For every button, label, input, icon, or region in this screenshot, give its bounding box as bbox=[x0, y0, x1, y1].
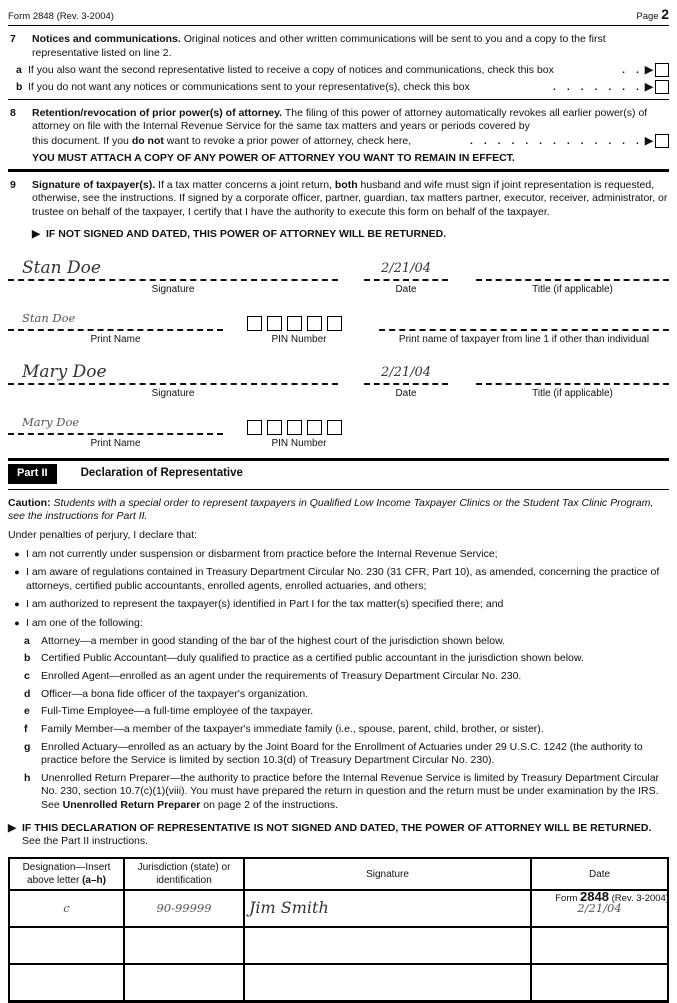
pin-box[interactable] bbox=[267, 316, 282, 331]
header-designation-range: (a–h) bbox=[82, 875, 106, 887]
taxpayer1-title-field[interactable] bbox=[476, 257, 669, 296]
taxpayer1-print-name-value: Stan Doe bbox=[22, 311, 76, 326]
section-8-paragraph bbox=[32, 107, 669, 134]
designation-d bbox=[24, 688, 669, 702]
designation-c bbox=[24, 670, 669, 684]
taxpayer2-signature-value: Mary Doe bbox=[22, 362, 107, 383]
bullet-icon: ● bbox=[14, 618, 20, 629]
footer-form-label: Form bbox=[555, 893, 578, 905]
print-name-line bbox=[8, 433, 223, 435]
line-7b-text: If you do not want any notices or communications sent to your representative(s), check this box bbox=[28, 80, 470, 93]
declaration-note-regular: See the Part II instructions. bbox=[22, 835, 149, 848]
declaration-note-bold: IF THIS DECLARATION OF REPRESENTATIVE IS NOT SIGNED AND DATED, THE POWER OF ATTORNEY WILL BE RETURNED. bbox=[22, 821, 652, 834]
taxpayer2-print-name-field[interactable] bbox=[8, 415, 223, 450]
taxpayer1-print-row bbox=[8, 311, 669, 346]
no-notices-checkbox[interactable] bbox=[655, 80, 669, 94]
taxpayer1-signature-field[interactable] bbox=[8, 257, 338, 296]
page-header bbox=[8, 5, 669, 23]
section-9 bbox=[8, 179, 669, 243]
declaration-arrow-icon: ▶ bbox=[8, 821, 17, 834]
line-7a bbox=[8, 63, 669, 78]
caution-label: Caution: bbox=[8, 496, 51, 509]
designation-text: Officer—a bona fide officer of the taxpayer's organization. bbox=[41, 687, 309, 700]
jurisdiction-cell[interactable] bbox=[124, 964, 244, 1001]
line-8-text-pre: this document. If you bbox=[32, 135, 132, 148]
taxpayer2-title-field[interactable] bbox=[476, 361, 669, 400]
designation-letter: e bbox=[24, 705, 30, 718]
entity-print-name-field[interactable] bbox=[379, 311, 669, 346]
taxpayer2-pin-field bbox=[247, 415, 351, 450]
taxpayer1-title-value bbox=[476, 261, 669, 279]
designation-letter: c bbox=[24, 670, 30, 682]
section-7-number: 7 bbox=[10, 33, 16, 46]
line-7b-leader-dots: . . . . . . . bbox=[552, 80, 643, 93]
pin-box[interactable] bbox=[267, 420, 282, 435]
header-designation bbox=[9, 858, 124, 890]
taxpayer1-pin-boxes bbox=[247, 316, 351, 331]
pin-box[interactable] bbox=[247, 420, 262, 435]
pin-box[interactable] bbox=[327, 420, 342, 435]
taxpayer2-print-row bbox=[8, 415, 669, 450]
section-8-number: 8 bbox=[10, 106, 16, 119]
bullet-icon: ● bbox=[14, 599, 20, 610]
section-8-rule bbox=[8, 169, 669, 172]
section-9-body bbox=[32, 179, 669, 243]
section-7-text: Original notices and other written communications will be sent to you and a copy to the first representative listed on line 2. bbox=[32, 33, 606, 59]
designation-h-pre: Unenrolled Return Preparer—the authority to practice before the Internal Revenue Service is limited by Treasury Department Circular No. 230, section 10.7(c)(1)(viii). You must have prepared the return in question and the return must be under examination by the IRS. See bbox=[41, 771, 660, 812]
footer-form-number: 2848 bbox=[580, 889, 609, 905]
header-designation-line2: above letter bbox=[27, 875, 83, 887]
signature-cell[interactable] bbox=[244, 927, 531, 964]
entity-print-name-label: Print name of taxpayer from line 1 if other than individual bbox=[398, 334, 650, 346]
taxpayer1-print-name-field[interactable] bbox=[8, 311, 223, 346]
designation-cell[interactable]: c bbox=[9, 890, 124, 927]
designation-text: Attorney—a member in good standing of the bar of the highest court of the jurisdiction shown below. bbox=[41, 634, 506, 647]
table-row bbox=[9, 927, 668, 964]
designation-text: Full-Time Employee—a full-time employee of the taxpayer. bbox=[41, 705, 314, 718]
form-revision: (Rev. 3-2004) bbox=[56, 11, 114, 22]
header-date: Date bbox=[531, 858, 668, 890]
taxpayer2-signature-row bbox=[8, 361, 669, 400]
footer-form-revision: (Rev. 3-2004) bbox=[611, 893, 669, 905]
date-line bbox=[364, 279, 448, 281]
section-8 bbox=[8, 107, 669, 166]
designation-g bbox=[24, 741, 669, 768]
designation-text: Family Member—a member of the taxpayer's immediate family (i.e., spouse, parent, child, brother, or sister). bbox=[41, 722, 544, 735]
form-number: 2848 bbox=[32, 11, 54, 22]
pin-number-label: PIN Number bbox=[271, 438, 327, 450]
pin-box[interactable] bbox=[287, 316, 302, 331]
page-number: 2 bbox=[661, 6, 669, 22]
designation-letter: g bbox=[24, 740, 31, 753]
taxpayer2-print-name-value: Mary Doe bbox=[22, 415, 80, 430]
date-label: Date bbox=[395, 284, 417, 296]
caution-text: Students with a special order to represent taxpayers in Qualified Low Income Taxpayer Clinics or the Student Tax Clinic Program, see the instructions for Part II. bbox=[8, 496, 654, 523]
section-7-rule bbox=[8, 99, 669, 100]
section-8-body bbox=[32, 107, 669, 166]
bullet-text: I am not currently under suspension or disbarment from practice before the Internal Revenue Service; bbox=[26, 547, 498, 560]
section-9-text-bold: both bbox=[334, 178, 358, 191]
representative-table bbox=[8, 857, 669, 1003]
section-9-paragraph bbox=[32, 179, 669, 220]
line-8-check-text bbox=[32, 135, 411, 149]
designation-h-bold: Unenrolled Return Preparer bbox=[62, 799, 201, 812]
caution-paragraph bbox=[8, 497, 669, 524]
section-7 bbox=[8, 33, 669, 60]
pin-box[interactable] bbox=[247, 316, 262, 331]
designation-text: Enrolled Agent—enrolled as an agent under the requirements of Treasury Department Circular No. 230. bbox=[41, 670, 522, 682]
date-cell[interactable] bbox=[531, 964, 668, 1001]
table-header-row bbox=[9, 858, 668, 890]
designation-b bbox=[24, 652, 669, 666]
designation-letter: f bbox=[24, 722, 28, 735]
designation-f bbox=[24, 723, 669, 737]
title-line bbox=[476, 383, 669, 385]
bullet-icon: ● bbox=[14, 567, 20, 578]
header-jurisdiction: Jurisdiction (state) or identification bbox=[124, 858, 244, 890]
part2-header bbox=[8, 461, 669, 486]
spacer bbox=[379, 415, 669, 450]
section-9-number: 9 bbox=[10, 178, 16, 191]
page-footer bbox=[555, 889, 669, 906]
designation-text: Enrolled Actuary—enrolled as an actuary by the Joint Board for the Enrollment of Actuaries under 29 U.S.C. 1242 (the authority to practice before the Service is limited by section 10.3(d) of Treasury Department Circular No. 230). bbox=[41, 740, 643, 767]
taxpayer2-date-field[interactable] bbox=[364, 361, 448, 400]
bullet-icon: ● bbox=[14, 548, 20, 559]
signature-cell[interactable]: Jim Smith bbox=[244, 890, 531, 927]
header-designation-line1: Designation—Insert bbox=[22, 862, 111, 874]
print-name-label: Print Name bbox=[90, 438, 141, 450]
declaration-bullet bbox=[8, 566, 669, 593]
designation-letter: h bbox=[24, 771, 31, 784]
designation-letter: d bbox=[24, 687, 31, 700]
form-label: Form bbox=[8, 11, 31, 22]
page-label: Page bbox=[636, 11, 659, 22]
designation-text bbox=[41, 772, 669, 813]
designation-h-post: on page 2 of the instructions. bbox=[200, 799, 339, 812]
jurisdiction-cell[interactable]: 90-99999 bbox=[124, 890, 244, 927]
not-signed-note-text: IF NOT SIGNED AND DATED, THIS POWER OF ATTORNEY WILL BE RETURNED. bbox=[46, 228, 447, 241]
line-8-check bbox=[32, 134, 669, 149]
declaration-bullet bbox=[8, 617, 669, 631]
date-cell[interactable] bbox=[531, 927, 668, 964]
pin-box[interactable] bbox=[307, 420, 322, 435]
line-7b bbox=[8, 80, 669, 95]
signature-label: Signature bbox=[151, 388, 195, 400]
designation-e bbox=[24, 705, 669, 719]
line-7a-arrow-icon: ▶ bbox=[644, 63, 653, 76]
header-signature: Signature bbox=[244, 858, 531, 890]
bullet-text: I am one of the following: bbox=[26, 617, 143, 630]
part2-badge: Part II bbox=[8, 464, 57, 483]
pin-number-label: PIN Number bbox=[271, 334, 327, 346]
line-7a-leader-dots: . . bbox=[622, 63, 643, 76]
table-row bbox=[9, 964, 668, 1001]
declaration-bullet bbox=[8, 598, 669, 612]
taxpayer1-signature-value: Stan Doe bbox=[22, 258, 101, 279]
taxpayer2-signature-field[interactable] bbox=[8, 361, 338, 400]
not-signed-note bbox=[32, 228, 669, 242]
signature-area bbox=[8, 257, 669, 450]
print-name-line bbox=[8, 329, 223, 331]
date-label: Date bbox=[395, 388, 417, 400]
signature-line bbox=[8, 383, 338, 385]
section-9-title: Signature of taxpayer(s). bbox=[32, 178, 156, 191]
designation-cell[interactable] bbox=[9, 927, 124, 964]
print-name-label: Print Name bbox=[90, 334, 141, 346]
designation-h bbox=[24, 772, 669, 813]
entity-print-name-line bbox=[379, 329, 669, 331]
section-7-body bbox=[32, 33, 669, 60]
designation-a bbox=[24, 635, 669, 649]
date-cell[interactable]: 2/21/04 bbox=[531, 890, 668, 927]
jurisdiction-cell[interactable] bbox=[124, 927, 244, 964]
line-7a-text: If you also want the second representative listed to receive a copy of notices and communications, check this box bbox=[28, 63, 554, 76]
taxpayer2-date-value: 2/21/04 bbox=[380, 365, 432, 381]
signature-line bbox=[8, 279, 338, 281]
taxpayer1-date-value: 2/21/04 bbox=[380, 261, 432, 277]
section-9-text-2: husband and wife must sign if joint representation is requested, otherwise, see the instructions. If signed by a corporate officer, partner, guardian, tax matters partner, executor, receiver, administrator, or trustee on behalf of the taxpayer, I certify that I have the authority to execute this form on behalf of the taxpayer. bbox=[32, 178, 668, 218]
page-indicator bbox=[636, 5, 669, 23]
retain-prior-poa-checkbox[interactable] bbox=[655, 134, 669, 148]
taxpayer2-pin-boxes bbox=[247, 420, 351, 435]
line-7a-letter: a bbox=[16, 63, 22, 76]
designation-text: Certified Public Accountant—duly qualified to practice as a certified public accountant in the jurisdiction shown below. bbox=[41, 652, 584, 665]
section-8-title: Retention/revocation of prior power(s) of attorney. bbox=[32, 106, 283, 119]
designation-letter: a bbox=[24, 634, 30, 647]
perjury-intro: Under penalties of perjury, I declare that: bbox=[8, 528, 197, 541]
section-7-title: Notices and communications. bbox=[32, 33, 181, 46]
section-8-text: The filing of this power of attorney automatically revokes all earlier power(s) of attorney on file with the Internal Revenue Service for the same tax matters and years or periods covered by bbox=[32, 106, 648, 133]
entity-print-name-value bbox=[379, 311, 669, 329]
title-label: Title (if applicable) bbox=[532, 388, 613, 400]
declaration-bullet bbox=[8, 548, 669, 562]
notice-second-rep-checkbox[interactable] bbox=[655, 63, 669, 77]
designation-letter: b bbox=[24, 652, 31, 665]
taxpayer1-date-field[interactable] bbox=[364, 257, 448, 296]
bullet-text: I am authorized to represent the taxpayer(s) identified in Part I for the tax matter(s) specified there; and bbox=[26, 598, 504, 611]
line-8-arrow-icon: ▶ bbox=[644, 135, 653, 148]
bullet-text: I am aware of regulations contained in Treasury Department Circular No. 230 (31 CFR, Part 10), as amended, concerning the practice of attorneys, certified public accountants, enrolled agents, enrolled actuaries, and others; bbox=[26, 566, 660, 592]
taxpayer2-title-value bbox=[476, 365, 669, 383]
date-line bbox=[364, 383, 448, 385]
signature-label: Signature bbox=[151, 284, 195, 296]
signature-cell[interactable] bbox=[244, 964, 531, 1001]
pin-box[interactable] bbox=[307, 316, 322, 331]
line-8-text-post: want to revoke a prior power of attorney, check here, bbox=[163, 135, 412, 148]
line-8-leader-dots: . . . . . . . . . . . . . bbox=[469, 135, 643, 148]
title-line bbox=[476, 279, 669, 281]
declaration-note-text bbox=[22, 822, 669, 849]
part2-header-rule bbox=[8, 489, 669, 490]
line-7b-arrow-icon: ▶ bbox=[644, 80, 653, 93]
header-rule bbox=[8, 25, 669, 26]
line-8-text-bold: do not bbox=[131, 135, 164, 148]
pin-box[interactable] bbox=[327, 316, 342, 331]
designation-cell[interactable] bbox=[9, 964, 124, 1001]
line-7b-letter: b bbox=[16, 80, 23, 93]
pin-box[interactable] bbox=[287, 420, 302, 435]
taxpayer1-pin-field bbox=[247, 311, 351, 346]
not-signed-arrow-icon: ▶ bbox=[32, 228, 41, 241]
attach-copy-warning: YOU MUST ATTACH A COPY OF ANY POWER OF ATTORNEY YOU WANT TO REMAIN IN EFFECT. bbox=[32, 151, 515, 164]
taxpayer1-signature-row bbox=[8, 257, 669, 296]
part2-title: Declaration of Representative bbox=[80, 467, 243, 480]
section-9-text-1: If a tax matter concerns a joint return, bbox=[158, 178, 335, 191]
form-id-text bbox=[8, 11, 114, 23]
title-label: Title (if applicable) bbox=[532, 284, 613, 296]
declaration-not-signed-note bbox=[8, 822, 669, 849]
